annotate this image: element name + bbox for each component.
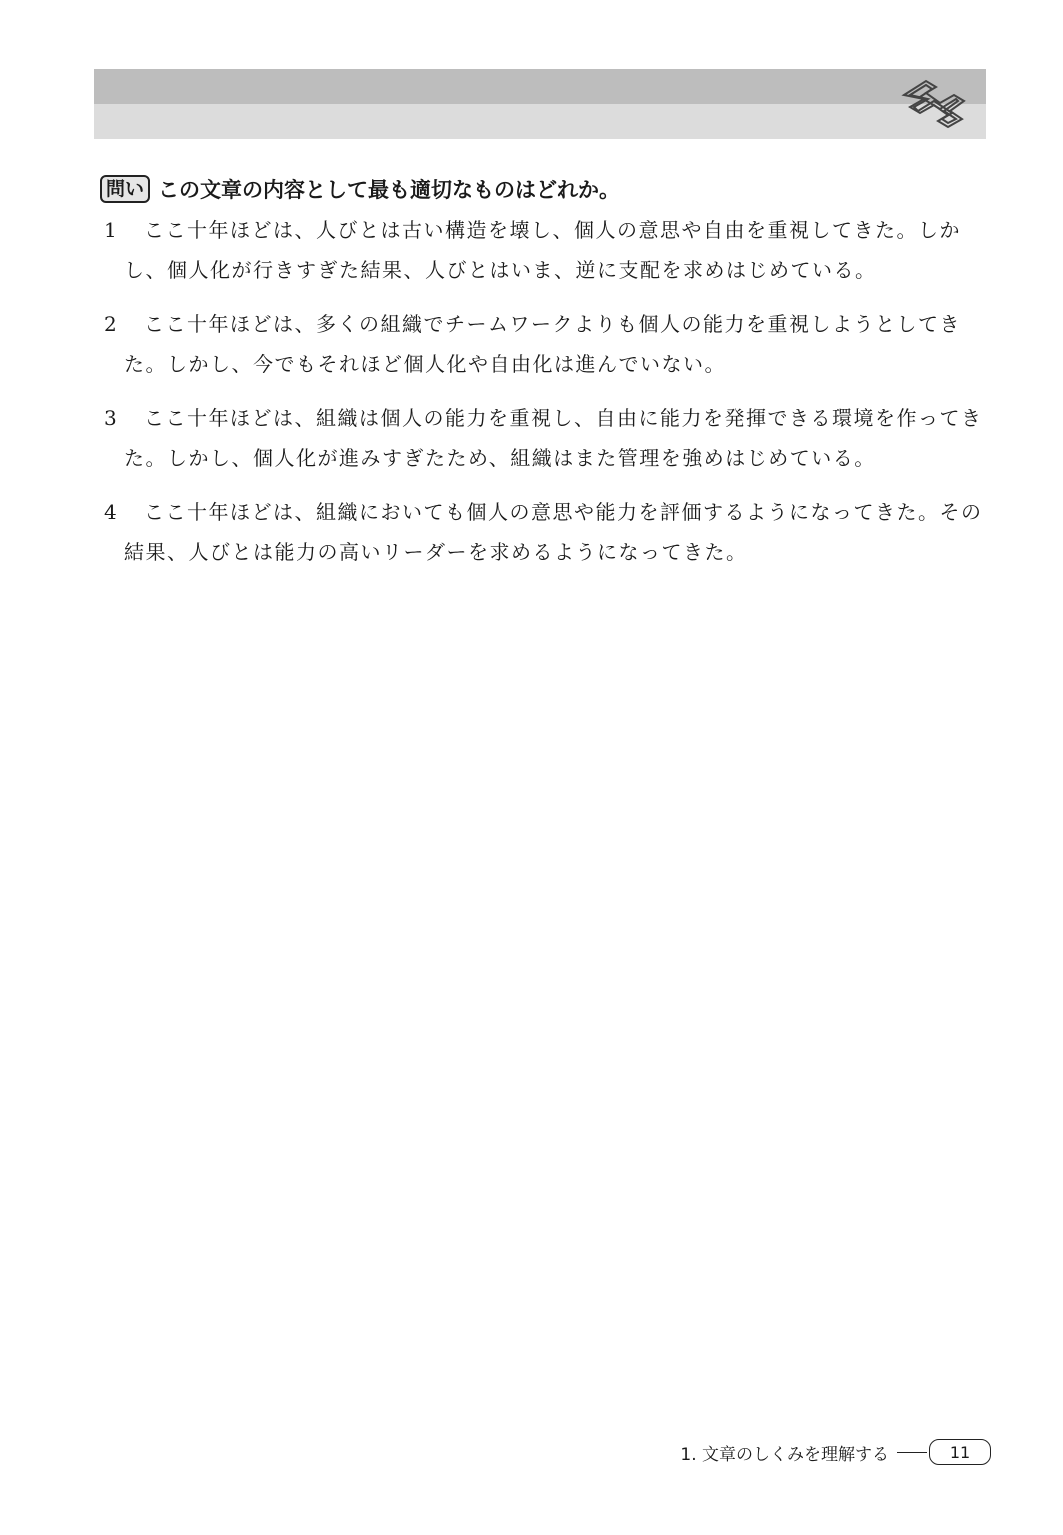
- option-text: ここ十年ほどは、組織は個人の能力を重視し、自由に能力を発揮できる環境を作ってきた。しかし、個人化が進みすぎたため、組織はまた管理を強めはじめている。: [124, 406, 983, 470]
- answer-options: [100, 210, 990, 586]
- question-text: この文章の内容として最も適切なものはどれか。: [158, 178, 621, 202]
- header-band-bottom: [94, 104, 986, 139]
- option-number: 1: [104, 218, 117, 242]
- chapter-title: 1. 文章のしくみを理解する: [680, 1444, 889, 1465]
- question-prompt: [100, 174, 620, 204]
- meander-ornament-icon: [896, 73, 976, 133]
- answer-option-4[interactable]: [100, 492, 990, 572]
- header-band-top: [94, 69, 986, 104]
- question-badge: 問い: [100, 175, 150, 203]
- page-number: 11: [929, 1439, 991, 1465]
- footer-rule: [897, 1452, 927, 1453]
- option-number: 3: [104, 406, 117, 430]
- answer-option-2[interactable]: [100, 304, 990, 384]
- answer-option-3[interactable]: [100, 398, 990, 478]
- answer-option-1[interactable]: [100, 210, 990, 290]
- page-footer: [680, 1439, 991, 1465]
- option-number: 4: [104, 500, 117, 524]
- option-text: ここ十年ほどは、多くの組織でチームワークよりも個人の能力を重視しようとしてきた。しかし、今でもそれほど個人化や自由化は進んでいない。: [124, 312, 961, 376]
- option-text: ここ十年ほどは、人びとは古い構造を壊し、個人の意思や自由を重視してきた。しかし、個人化が行きすぎた結果、人びとはいま、逆に支配を求めはじめている。: [124, 218, 961, 282]
- header-band: [94, 69, 986, 139]
- option-number: 2: [104, 312, 117, 336]
- option-text: ここ十年ほどは、組織においても個人の意思や能力を評価するようになってきた。その結果、人びとは能力の高いリーダーを求めるようになってきた。: [124, 500, 983, 564]
